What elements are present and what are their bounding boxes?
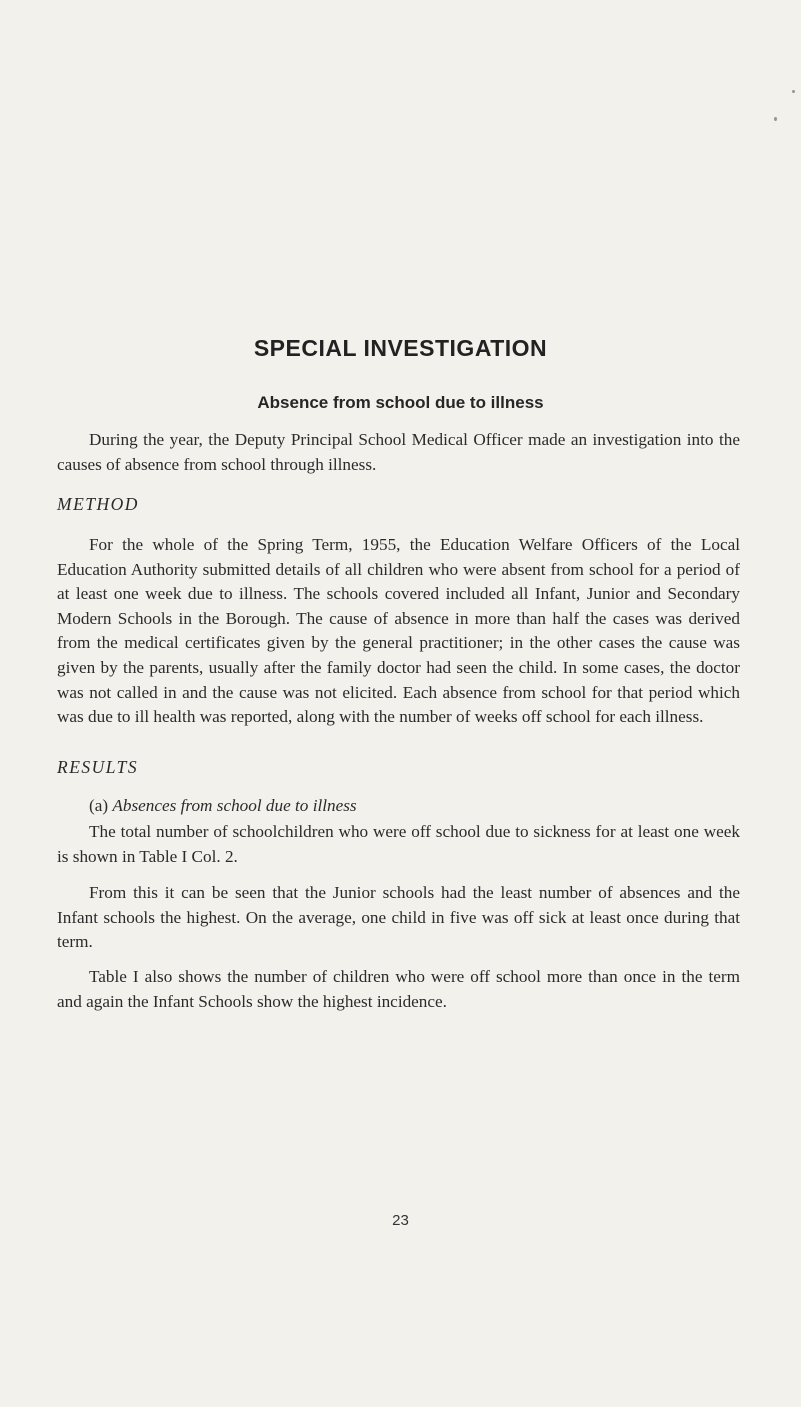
results-paragraph-3: Table I also shows the number of children who were off school more than once in the term and again the Infant Schools show the highest incidence. [57, 967, 740, 1011]
print-speck [792, 90, 795, 93]
results-item-marker: (a) [89, 796, 109, 815]
page-subtitle: Absence from school due to illness [257, 393, 544, 412]
intro-paragraph: During the year, the Deputy Principal School Medical Officer made an investigation into the causes of absence from school through illness. [57, 430, 740, 474]
results-heading: RESULTS [57, 757, 139, 777]
page-number: 23 [392, 1212, 409, 1229]
results-paragraph-2: From this it can be seen that the Junior schools had the least number of absences and the Infant schools the highest. On the average, one child in five was off sick at least once during that term. [57, 883, 740, 952]
method-paragraph: For the whole of the Spring Term, 1955, the Education Welfare Officers of the Local Education Authority submitted details of all children who were absent from school for a period of at least one week due to illness. The schools covered included all Infant, Junior and Secondary Modern Schools in the Borough. The cause of absence in more than half the cases was derived from the medical certificates given by the general practitioner; in the other cases the cause was given by the parents, usually after the family doctor had seen the child. In some cases, the doctor was not called in and the cause was not elicited. Each absence from school for that period which was due to ill health was reported, along with the number of weeks off school for each illness. [57, 535, 740, 727]
print-speck [774, 117, 777, 121]
results-subheading [89, 796, 357, 816]
results-paragraph-1: The total number of schoolchildren who were off school due to sickness for at least one week is shown in Table I Col. 2. [57, 822, 740, 866]
results-item-title: Absences from school due to illness [112, 796, 357, 815]
method-heading: METHOD [57, 494, 139, 514]
page-title: SPECIAL INVESTIGATION [253, 335, 548, 361]
